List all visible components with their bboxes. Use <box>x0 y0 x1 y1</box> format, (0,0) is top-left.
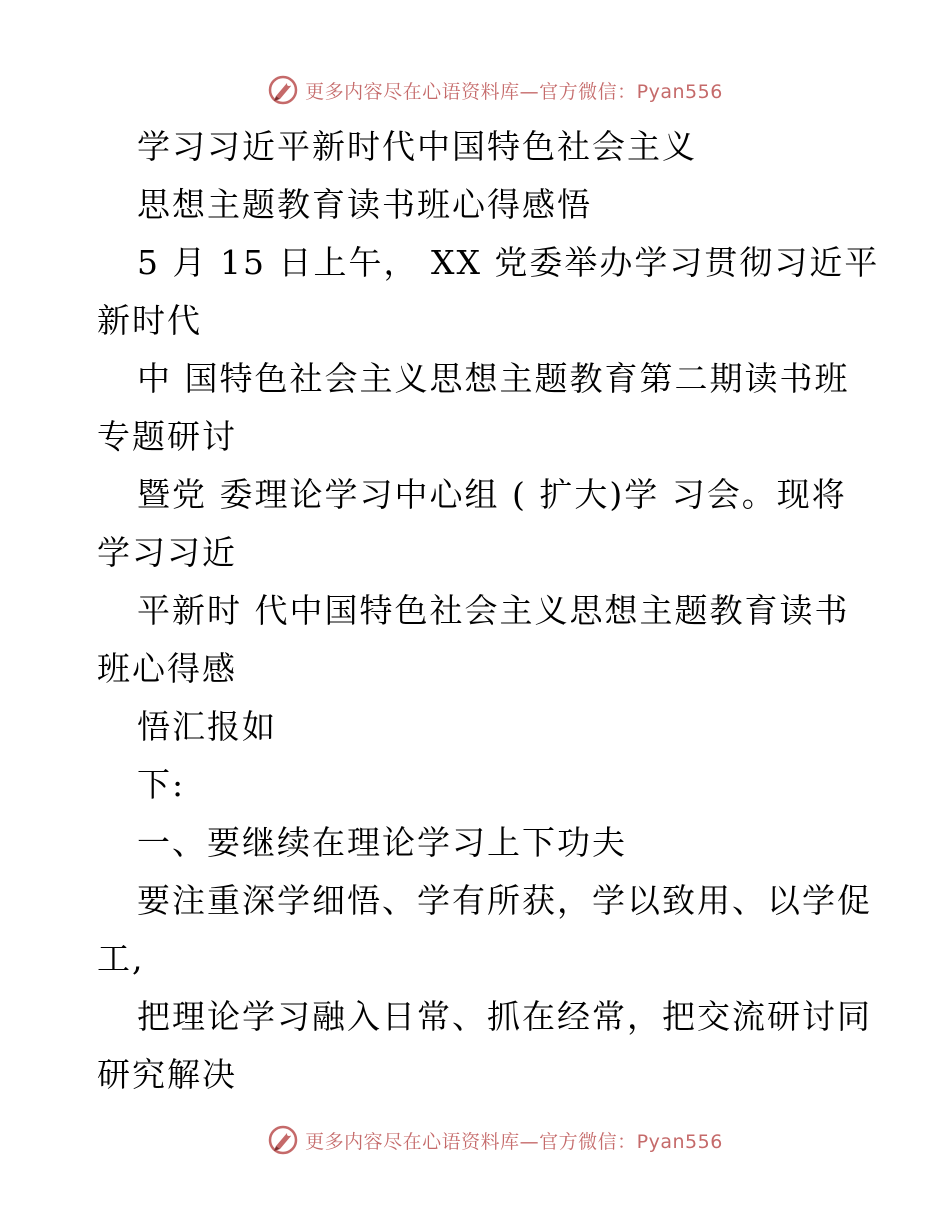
document-line: 5 月 15 日上午， XX 党委举办学习贯彻习近平 <box>137 243 880 282</box>
header-watermark-group <box>267 74 723 106</box>
document-line: 要注重深学细悟、学有所获，学以致用、以学促 <box>137 881 872 920</box>
document-line: 学习习近平新时代中国特色社会主义 <box>137 127 697 166</box>
document-line: 悟汇报如 <box>137 707 277 746</box>
document-line: 平新时 代中国特色社会主义思想主题教育读书 <box>137 591 850 630</box>
document-body <box>97 118 880 1104</box>
document-line: 班心得感 <box>97 649 237 688</box>
document-line: 一、要继续在理论学习上下功夫 <box>137 823 627 862</box>
header-watermark-text: 更多内容尽在心语资料库—官方微信：Pyan556 <box>305 80 723 103</box>
document-line: 研究解决 <box>97 1055 237 1094</box>
document-line: 专题研讨 <box>97 417 237 456</box>
document-line: 工, <box>97 939 145 978</box>
document-line: 暨党 委理论学习中心组 ( 扩大)学 习会。现将 <box>137 475 847 514</box>
document-line: 学习习近 <box>97 533 237 572</box>
footer-watermark-banner <box>0 1120 950 1160</box>
document-line: 思想主题教育读书班心得感悟 <box>137 185 592 224</box>
document-line: 新时代 <box>97 301 202 340</box>
header-watermark-banner <box>0 70 950 110</box>
footer-watermark-group <box>267 1124 723 1156</box>
document-line: 中 国特色社会主义思想主题教育第二期读书班 <box>137 359 850 398</box>
footer-watermark-text: 更多内容尽在心语资料库—官方微信：Pyan556 <box>305 1130 723 1153</box>
pen-logo-icon <box>267 1124 299 1156</box>
document-line: 把理论学习融入日常、抓在经常，把交流研讨同 <box>137 997 872 1036</box>
document-line: 下: <box>137 765 186 804</box>
pen-logo-icon <box>267 74 299 106</box>
